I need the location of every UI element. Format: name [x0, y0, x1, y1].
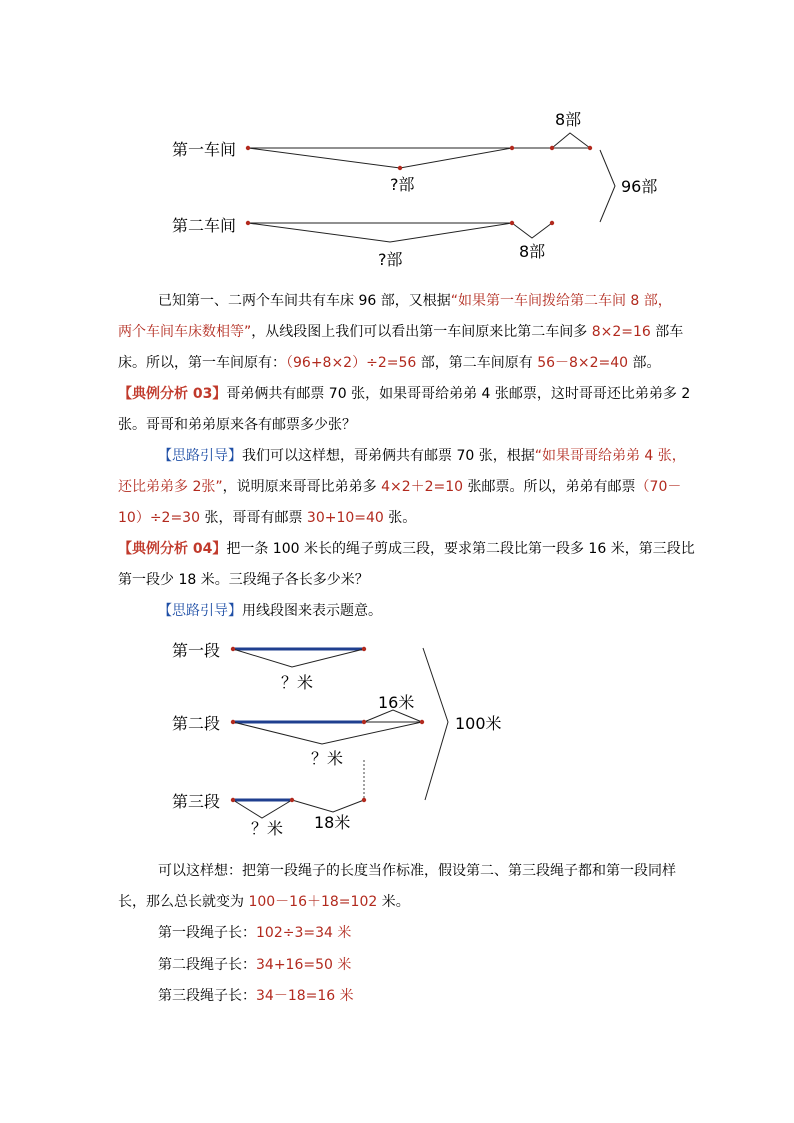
guide3-expr: （70－ — [635, 479, 682, 495]
p2-text: 长，那么总长就变为 — [118, 894, 249, 910]
row1-point — [246, 146, 250, 150]
seg2-point — [362, 720, 366, 724]
seg3-q: ？米 — [251, 819, 284, 838]
ex3-line1 — [118, 379, 690, 410]
row1-brace — [248, 148, 512, 168]
seg1-point — [362, 647, 366, 651]
row1-point — [398, 166, 402, 170]
answer-expr: 34+16=50 米 — [256, 957, 352, 973]
answer-line — [158, 918, 351, 949]
p2-line1 — [158, 856, 676, 887]
p1-quote: “如果第一车间拨给第二车间 8 部， — [450, 293, 672, 309]
guide3-text: 张，哥哥有邮票 — [200, 510, 307, 526]
p1-expr: 56－8×2=40 — [537, 355, 629, 371]
ex3-text: 哥弟俩共有邮票 70 张，如果哥哥给弟弟 4 张邮票，这时哥哥还比弟弟多 2 — [226, 386, 691, 402]
row2-label: 第二车间 — [172, 216, 237, 235]
seg1-brace — [233, 649, 364, 667]
guide3-tag: 【思路引导】 — [158, 448, 242, 464]
guide3-quote: 还比弟弟多 2张” — [118, 479, 223, 495]
workshop-segment-diagram — [0, 0, 794, 280]
p1-quote: 两个车间车床数相等” — [118, 324, 252, 340]
row1-extra-brace — [552, 133, 590, 148]
rope-segment-diagram — [0, 630, 794, 850]
p2-expr: 100－16＋18=102 — [248, 894, 378, 910]
guide3-expr: 4×2＋2=10 — [381, 479, 464, 495]
guide3-expr: 30+10=40 — [306, 510, 384, 526]
seg2-point — [420, 720, 424, 724]
ex4-text: 把一条 100 米长的绳子剪成三段，要求第二段比第一段多 16 米，第三段比 — [226, 541, 695, 557]
p1-text: 部车 — [655, 324, 684, 340]
answer-line — [158, 981, 354, 1012]
seg2-brace — [233, 722, 422, 744]
ex4-line2 — [118, 565, 369, 596]
label-q1: ?部 — [390, 175, 415, 194]
seg3-minus: 18米 — [314, 813, 351, 832]
ex4-line1 — [118, 534, 695, 565]
seg2-label: 第二段 — [172, 714, 221, 733]
seg2-plus: 16米 — [378, 693, 415, 712]
seg2-q: ？米 — [311, 749, 344, 768]
guide3-expr: 10）÷2=30 — [118, 510, 200, 526]
p1-expr: （96+8×2）÷2=56 — [286, 355, 417, 371]
row2-point — [550, 221, 554, 225]
ex3-text: 张。哥哥和弟弟原来各有邮票多少张？ — [118, 417, 356, 433]
ex3-tag: 【典例分析 03】 — [118, 386, 227, 402]
seg3-point — [231, 798, 235, 802]
guide4-tag: 【思路引导】 — [158, 603, 242, 619]
guide3-quote: “如果哥哥给弟弟 4 张， — [534, 448, 686, 464]
row2-point — [246, 221, 250, 225]
label-q2: ?部 — [378, 250, 403, 269]
p1-line1 — [158, 286, 672, 317]
p2-text: 可以这样想：把第一段绳子的长度当作标准，假设第二、第三段绳子都和第一段同样 — [158, 863, 676, 879]
seg3-point — [362, 798, 366, 802]
row1-point — [510, 146, 514, 150]
p2-line2 — [118, 887, 410, 918]
row2-brace — [248, 223, 512, 242]
label-8-top: 8部 — [555, 110, 582, 129]
seg3-label: 第三段 — [172, 792, 221, 811]
answer-label: 第二段绳子长： — [158, 957, 256, 973]
seg1-q: ？米 — [281, 673, 314, 692]
guide4-text: 用线段图来表示题意。 — [242, 603, 382, 619]
p1-text: 部，第二车间原有 — [416, 355, 538, 371]
ex4-text: 第一段少 18 米。三段绳子各长多少米？ — [118, 572, 369, 588]
p1-line3 — [118, 348, 661, 379]
guide4-line — [158, 596, 382, 627]
p1-text: 床。所以，第一车间原有： — [118, 355, 286, 371]
ex3-line2 — [118, 410, 356, 441]
p1-text: 已知第一、二两个车间共有车床 96 部，又根据 — [158, 293, 451, 309]
answer-line — [158, 950, 351, 981]
seg2-point — [231, 720, 235, 724]
row2-point — [510, 221, 514, 225]
answer-expr: 34－18=16 米 — [256, 988, 354, 1004]
guide3-text: 张。 — [383, 510, 417, 526]
guide3-text: ，说明原来哥哥比弟弟多 — [222, 479, 382, 495]
total-bracket — [423, 648, 448, 800]
guide3-line3 — [118, 503, 416, 534]
row1-point — [550, 146, 554, 150]
guide3-text: 张邮票。所以，弟弟有邮票 — [463, 479, 636, 495]
p1-expr: 8×2=16 — [587, 324, 656, 340]
seg1-point — [231, 647, 235, 651]
p1-text: ，从线段图上我们可以看出第一车间原来比第二车间多 — [251, 324, 588, 340]
ex4-tag: 【典例分析 04】 — [118, 541, 227, 557]
p1-text: 部。 — [628, 355, 661, 371]
seg3-brace — [233, 800, 292, 818]
answer-label: 第一段绳子长： — [158, 925, 256, 941]
seg3-missing-brace — [292, 800, 364, 812]
p2-text: 米。 — [377, 894, 410, 910]
row1-label: 第一车间 — [172, 140, 237, 159]
answer-label: 第三段绳子长： — [158, 988, 256, 1004]
seg3-point — [290, 798, 294, 802]
seg1-label: 第一段 — [172, 641, 221, 660]
guide3-line2 — [118, 472, 681, 503]
total-bracket — [600, 150, 615, 222]
guide3-line1 — [158, 441, 686, 472]
answer-expr: 102÷3=34 米 — [256, 925, 352, 941]
row2-extra-brace — [512, 223, 552, 238]
p1-line2 — [118, 317, 683, 348]
label-total: 96部 — [621, 177, 658, 196]
row1-point — [588, 146, 592, 150]
label-8-bottom: 8部 — [519, 242, 546, 261]
guide3-text: 我们可以这样想，哥弟俩共有邮票 70 张，根据 — [242, 448, 535, 464]
total-label: 100米 — [455, 714, 502, 733]
